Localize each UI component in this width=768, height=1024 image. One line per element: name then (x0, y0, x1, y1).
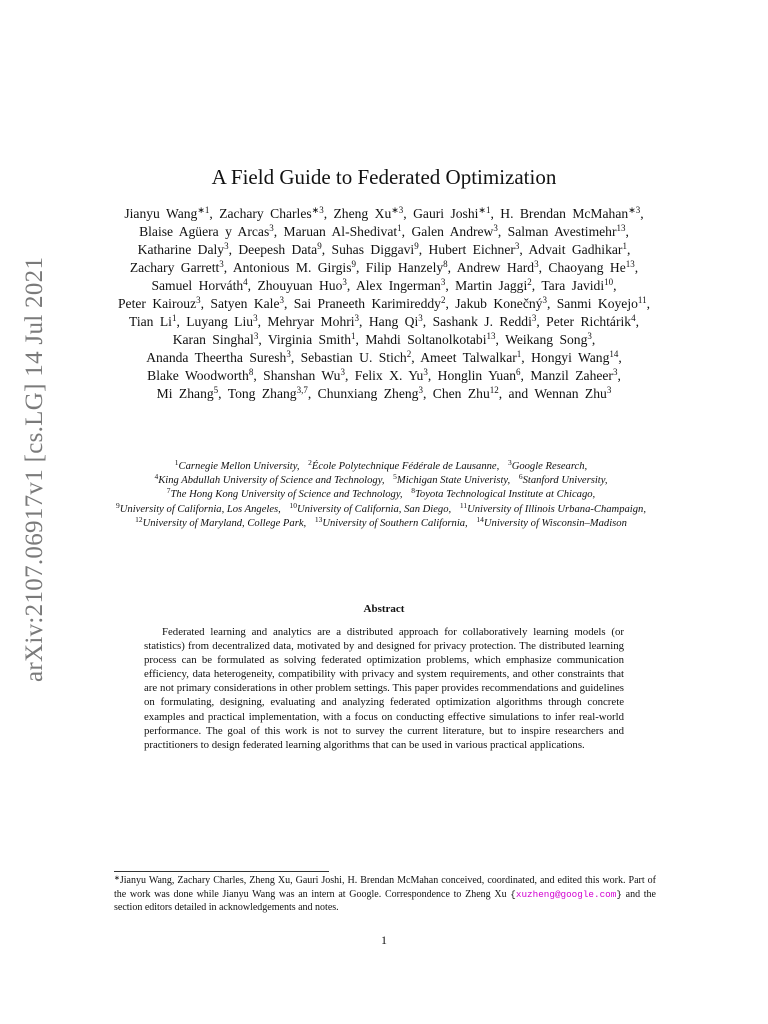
author (138, 242, 229, 257)
author-name: Chen Zhu (432, 386, 490, 401)
author-affiliation-mark: 3 (279, 295, 284, 305)
affiliation-number: 9 (116, 500, 120, 510)
author-name: Advait Gadhikar (528, 242, 623, 257)
author (366, 260, 448, 275)
author-name: Luyang Liu (186, 314, 254, 329)
author (429, 242, 520, 257)
author (455, 296, 547, 311)
author-affiliation-mark: ∗3 (391, 205, 404, 215)
author-affiliation-mark: 3 (534, 259, 539, 269)
author-name: Peter Kairouz (118, 296, 197, 311)
author (355, 368, 428, 383)
author (228, 386, 308, 401)
author (457, 260, 539, 275)
author-name: Weikang Song (505, 332, 588, 347)
author (268, 332, 356, 347)
abstract-heading: Abstract (363, 603, 405, 615)
author-affiliation-mark: 12 (489, 385, 499, 395)
abstract-text: Federated learning and analytics are a distributed approach for collaboratively learning models (or statistics) from decentralized data, motivated by and designed for privacy protection. The distributed learning process can be formulated as solving federated optimization problems, which emphasize communication efficiency, data heterogeneity, compatibility with privacy and system requirements, and other constraints that are not primary considerations in other problem settings. This paper provides recommendations and guidelines on formulating, designing, evaluating and analyzing federated optimization algorithms through concrete examples and practical implementation, with a focus on conducting effective simulations to infer real-world performance. The goal of this work is not to survey the current literature, but to inspire researchers and practitioners to design federated learning algorithms that can be used in various practical applications. (144, 626, 624, 751)
affiliation-name: University of Wisconsin–Madison (483, 517, 627, 529)
author (541, 278, 613, 293)
author-affiliation-mark: 3 (342, 277, 347, 287)
footnote-rule (114, 871, 329, 872)
author-affiliation-mark: 3 (269, 223, 274, 233)
author-name: Katharine Daly (137, 242, 225, 257)
author (433, 386, 499, 401)
affiliation (314, 514, 468, 529)
author-affiliation-mark: ∗1 (478, 205, 491, 215)
author-name: Shanshan Wu (263, 368, 341, 383)
author-name: Zachary Garrett (129, 260, 220, 275)
author-name: Tara Javidi (541, 278, 605, 293)
author (508, 224, 626, 239)
email-link[interactable]: xuzheng@google.com (515, 888, 617, 900)
author-name: Zhouyuan Huo (257, 278, 343, 293)
author (509, 386, 612, 401)
author-affiliation-mark: 3 (514, 241, 520, 251)
affiliation-number: 12 (135, 514, 143, 524)
author-affiliation-mark: 1 (171, 313, 177, 323)
author (263, 368, 345, 383)
author-affiliation-mark: 3 (493, 223, 498, 233)
affiliation-name: Michigan State Univeristy, (396, 475, 511, 487)
author-affiliation-mark: 1 (622, 241, 627, 251)
author-affiliation-mark: 3 (196, 295, 201, 305)
arxiv-identifier: arXiv:2107.06917v1 [cs.LG] 14 Jul 2021 (21, 256, 48, 682)
author-affiliation-mark: 2 (406, 349, 412, 359)
affiliation-name: Stanford University, (522, 475, 608, 487)
author (505, 332, 592, 347)
author-affiliation-mark: 3 (224, 241, 229, 251)
author (557, 296, 647, 311)
author-affiliation-mark: 13 (486, 331, 496, 341)
affiliation-name: The Hong Kong University of Science and Technology, (170, 489, 403, 501)
author-name: Zheng Xu (333, 206, 392, 221)
author-name: Deepesh Data (238, 242, 318, 257)
author-affiliation-mark: 14 (609, 349, 619, 359)
footnote-brace-open: { (510, 888, 516, 900)
affiliation-number: 5 (393, 472, 397, 482)
affiliation (393, 472, 511, 487)
author-name: Galen Andrew (411, 224, 494, 239)
affiliation-number: 6 (518, 472, 523, 482)
affiliation (135, 514, 307, 529)
author-affiliation-mark: 3 (354, 313, 360, 323)
author-name: Zachary Charles (219, 206, 312, 221)
author (301, 350, 412, 365)
affiliation (116, 500, 281, 515)
author-affiliation-mark: 3 (440, 277, 446, 287)
author-affiliation-mark: 3 (253, 313, 258, 323)
author (257, 278, 346, 293)
author (500, 206, 640, 221)
author-affiliation-mark: 8 (443, 259, 448, 269)
affiliation (174, 458, 300, 472)
author (369, 314, 423, 329)
affiliation-number: 2 (308, 458, 312, 467)
author-name: Blake Woodworth (147, 368, 249, 383)
author-affiliation-mark: 3 (219, 259, 224, 269)
affiliation (518, 472, 608, 487)
author (433, 314, 537, 329)
author-affiliation-mark: 3 (423, 367, 428, 377)
affiliation-list (106, 460, 662, 531)
author (147, 368, 253, 383)
author (118, 296, 201, 311)
author-name: Manzil Zaheer (530, 368, 613, 383)
page-number: 1 (381, 933, 387, 947)
paper-title: A Field Guide to Federated Optimization (211, 165, 557, 189)
author-name: Tong Zhang (227, 386, 297, 401)
affiliation-name: University of Southern California, (322, 517, 468, 529)
author (411, 224, 497, 239)
author-name: Virginia Smith (267, 332, 352, 347)
author-name: and Wennan Zhu (508, 386, 607, 401)
author-affiliation-mark: 9 (317, 241, 322, 251)
author-name: Hongyi Wang (531, 350, 610, 365)
author (238, 242, 321, 257)
author-name: Ananda Theertha Suresh (146, 350, 287, 365)
affiliation-name: Carnegie Mellon University, (178, 461, 300, 472)
author-name: Chaoyang He (548, 260, 626, 275)
author (151, 278, 247, 293)
author-affiliation-mark: 1 (516, 349, 522, 359)
author-name: Suhas Diggavi (331, 242, 415, 257)
author (318, 386, 423, 401)
author-name: Ameet Talwalkar (420, 350, 517, 365)
affiliation (476, 514, 627, 529)
author-affiliation-mark: 13 (625, 259, 635, 269)
author (157, 386, 219, 401)
affiliation-number: 1 (174, 458, 179, 467)
affiliation-name: University of California, San Diego, (296, 503, 452, 515)
author (210, 296, 284, 311)
affiliation-number: 10 (289, 500, 297, 510)
author-name: Samuel Horváth (151, 278, 244, 293)
affiliation-name: University of Illinois Urbana-Champaign, (467, 503, 646, 515)
author-affiliation-mark: 9 (351, 259, 356, 269)
author-name: Sanmi Koyejo (556, 296, 638, 311)
affiliation-number: 4 (154, 472, 159, 482)
author-name: Mehryar Mohri (267, 314, 355, 329)
author-affiliation-mark: 10 (604, 277, 614, 287)
affiliation (154, 472, 385, 487)
author-affiliation-mark: 3 (531, 313, 537, 323)
author-affiliation-mark: 3,7 (296, 385, 308, 395)
author-name: Hubert Eichner (428, 242, 515, 257)
affiliation-number: 13 (314, 514, 323, 524)
author-affiliation-mark: 13 (616, 223, 626, 233)
author-affiliation-mark: 1 (351, 331, 356, 341)
author (528, 242, 626, 257)
author-name: Maruan Al-Shedivat (283, 224, 398, 239)
author-name: Gauri Joshi (413, 206, 479, 221)
author-name: H. Brendan McMahan (500, 206, 629, 221)
author (124, 206, 209, 221)
author-affiliation-mark: 11 (637, 295, 647, 305)
affiliation (308, 458, 500, 472)
author-affiliation-mark: 4 (243, 277, 248, 287)
author (284, 224, 402, 239)
author (219, 206, 324, 221)
author-affiliation-mark: 5 (213, 385, 219, 395)
author (531, 350, 618, 365)
author-affiliation-mark: 6 (516, 367, 521, 377)
footnote-text: Jianyu Wang, Zachary Charles, Zheng Xu, Gauri Joshi, H. Brendan McMahan conceived, coordinated, and edited this work. Part of the work was done while Jianyu Wang was an intern at Google. Correspondence to Zheng Xu (114, 875, 656, 900)
author-affiliation-mark: 3 (340, 367, 345, 377)
affiliation-name: École Polytechnique Fédérale de Lausanne, (311, 461, 500, 472)
author (438, 368, 521, 383)
affiliation-number: 7 (166, 486, 171, 496)
author-name: Hang Qi (368, 314, 419, 329)
affiliation-name: Google Research, (511, 461, 588, 472)
author-affiliation-mark: ∗3 (628, 205, 641, 215)
author (173, 332, 259, 347)
affiliation-name: King Abdullah University of Science and Technology, (158, 475, 385, 487)
affiliation-name: Toyota Technological Institute at Chicago, (415, 489, 596, 501)
author (530, 368, 617, 383)
author-name: Tian Li (129, 314, 172, 329)
author-name: Martin Jaggi (455, 278, 528, 293)
author-name: Mahdi Soltanolkotabi (365, 332, 487, 347)
author-affiliation-mark: 8 (248, 367, 254, 377)
author (146, 350, 291, 365)
affiliation (507, 458, 588, 472)
author-list: Jianyu Wang$^{∗1}$, Zachary Charles$^{∗3}$, Zheng $Xu^{∗3}$, Gauri Joshi$^{∗1}$, H. Brendan McMahan$^{∗3}$, Blaise Agüera y Arcas$^3$, Maruan Al-Shedivat$^1$, Galen Andrew$^3$, Salman Avestimehr$^{13}$, Katharine Daly$^3$, Deepesh Data$^9$, Suhas Diggavi$^9$, Hubert Eichner$^3$, Advait Gadhikar$^1$, Zachary Garrett$^3$, Antonious M. Girgis$^9$, Filip Hanzely$^8$, Andrew Hard$^3$, Chaoyang He$^{13}$, Samuel Horváth$^4$, Zhouyuan Huo$^3$, Alex Ingerman$^3$, Martin Jaggi$^2$, Tara Javidi$^{10}$, Peter Kairouz$^3$, Satyen Kale$^3$, Sai Praneeth Karimireddy$^2$, Jakub Konečný$^3$, Sanmi Koyejo$^{11}$, Tian Li$^1$, Luyang Liu$^3$, Mehryar Mohri$^3$, Hang Qi$^3$, Sashank J. Reddi$^3$, Peter Richtárik$^4$, Karan Singhal$^3$, Virginia Smith$^1$, Mahdi Soltanolkotabi$^{13}$, Weikang Song$^3$, Ananda Theertha Suresh$^3$, Sebastian U. Stich$^2$, Ameet Talwalkar$^1$, Hongyi Wang$^{14}$, Blake Woodworth$^8$, Shanshan Wu$^3$, Felix X. Yu$^3$, Honglin Yuan$^6$, Manzil Zaheer$^3$, Mi Zhang$^5$, Tong Zhang$^{3,7}$, Chunxiang Zheng$^3$, Chen Zhu$^{12}$, and Wennan Zhu$^3$ (118, 205, 650, 401)
footnote (114, 874, 656, 915)
author (420, 350, 521, 365)
author (129, 314, 176, 329)
author (455, 278, 532, 293)
author-affiliation-mark: 3 (418, 313, 423, 323)
author-affiliation-mark: ∗3 (311, 205, 324, 215)
author (334, 206, 404, 221)
author-name: Alex Ingerman (355, 278, 441, 293)
author-name: Sai Praneeth Karimireddy (293, 296, 441, 311)
author (130, 260, 224, 275)
affiliation-number: 3 (507, 458, 512, 467)
author-name: Jakub Konečný (455, 296, 543, 311)
affiliation-number: 14 (476, 514, 484, 524)
author-name: Sashank J. Reddi (432, 314, 532, 329)
author-name: Filip Hanzely (365, 260, 444, 275)
author (413, 206, 490, 221)
author-affiliation-mark: 3 (286, 349, 291, 359)
author (267, 314, 359, 329)
author-name: Felix X. Yu (354, 368, 424, 383)
author-name: Antonious M. Girgis (232, 260, 352, 275)
author (186, 314, 257, 329)
author (356, 278, 445, 293)
footnote-brace-close: } (616, 888, 622, 900)
author-name: Jianyu Wang (124, 206, 198, 221)
author (332, 242, 419, 257)
author-name: Karan Singhal (172, 332, 254, 347)
affiliation-number: 11 (459, 500, 468, 510)
author-affiliation-mark: 4 (631, 313, 636, 323)
author (294, 296, 446, 311)
author-affiliation-mark: ∗1 (197, 205, 210, 215)
affiliation (289, 500, 452, 515)
author (546, 314, 635, 329)
author (139, 224, 274, 239)
affiliation (459, 500, 646, 515)
footnote-marker: ∗ (114, 874, 120, 882)
author-name: Sebastian U. Stich (300, 350, 407, 365)
author-affiliation-mark: 3 (542, 295, 547, 305)
author-affiliation-mark: 1 (397, 223, 402, 233)
author-name: Blaise Agüera y Arcas (139, 224, 270, 239)
author-name: Chunxiang Zheng (317, 386, 419, 401)
author (548, 260, 634, 275)
affiliation (166, 486, 403, 501)
author-affiliation-mark: 3 (253, 331, 259, 341)
author-affiliation-mark: 2 (440, 295, 446, 305)
author (365, 332, 495, 347)
author-affiliation-mark: 3 (418, 385, 423, 395)
author-name: Honglin Yuan (437, 368, 517, 383)
author-name: Peter Richtárik (546, 314, 632, 329)
author-affiliation-mark: 2 (527, 277, 532, 287)
affiliation-number: 8 (411, 486, 415, 496)
author-affiliation-mark: 3 (587, 331, 592, 341)
affiliation-name: University of Maryland, College Park, (142, 517, 307, 529)
author-affiliation-mark: 3 (606, 385, 612, 395)
author-name: Andrew Hard (456, 260, 535, 275)
author-name: Mi Zhang (156, 386, 214, 401)
affiliation (411, 486, 596, 501)
author-affiliation-mark: 3 (612, 367, 618, 377)
footnote-text-end: and the section editors detailed in acknowledgements and notes. (114, 888, 656, 913)
affiliation-name: University of California, Los Angeles, (119, 503, 281, 515)
author (233, 260, 356, 275)
author-name: Satyen Kale (210, 296, 280, 311)
author-affiliation-mark: 9 (414, 241, 419, 251)
author-name: Salman Avestimehr (507, 224, 617, 239)
